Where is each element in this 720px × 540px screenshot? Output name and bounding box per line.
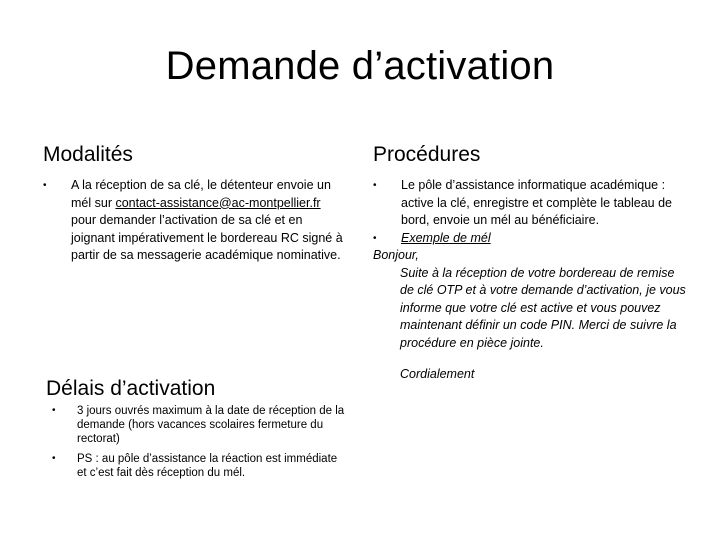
letter-body: Suite à la réception de votre bordereau de remise de clé OTP et à votre demande d’activation, je vous informe que votre clé est active et vous pouvez maintenant définir un code PIN. Merci de suivre la procédure en pièce jointe. <box>400 265 686 350</box>
procedures-item <box>373 177 685 230</box>
procedures-item <box>373 230 685 248</box>
modalites-list <box>43 177 348 265</box>
slide-title: Demande d’activation <box>165 44 555 88</box>
contact-email-link[interactable]: contact-assistance@ac-montpellier.fr <box>115 195 321 210</box>
delais-heading: Délais d’activation <box>46 377 216 400</box>
bullet-icon: • <box>52 405 56 416</box>
delais-item <box>52 452 348 480</box>
letter-closing: Cordialement <box>400 367 475 381</box>
delais-item-text: 3 jours ouvrés maximum à la date de réception de la demande (hors vacances scolaires fermeture du rectorat) <box>77 405 345 445</box>
bullet-icon: • <box>373 232 377 244</box>
procedures-item-text: Le pôle d’assistance informatique académique : active la clé, enregistre et complète le tableau de bord, envoie un mél au bénéficiaire. <box>401 178 672 228</box>
modalites-text-after-link: pour demander l’activation de sa clé et en joignant impérativement le bordereau RC signé à partir de sa messagerie académique nominative. <box>71 213 343 263</box>
modalites-item <box>43 177 348 265</box>
example-mail-label: Exemple de mél <box>401 230 491 245</box>
example-letter <box>373 247 688 353</box>
delais-list <box>52 404 348 480</box>
bullet-icon: • <box>373 180 377 191</box>
delais-item-text: PS : au pôle d’assistance la réaction est immédiate et c’est fait dès réception du mél. <box>77 453 338 479</box>
letter-greeting: Bonjour, <box>373 248 419 262</box>
modalites-heading: Modalités <box>43 143 133 166</box>
delais-item <box>52 404 348 446</box>
bullet-icon: • <box>43 180 47 191</box>
modalites-text-before-link: A la réception de sa clé, le détenteur envoie un mél sur <box>71 178 331 210</box>
procedures-heading: Procédures <box>373 143 481 166</box>
bullet-icon: • <box>52 453 56 464</box>
procedures-list <box>373 177 685 247</box>
